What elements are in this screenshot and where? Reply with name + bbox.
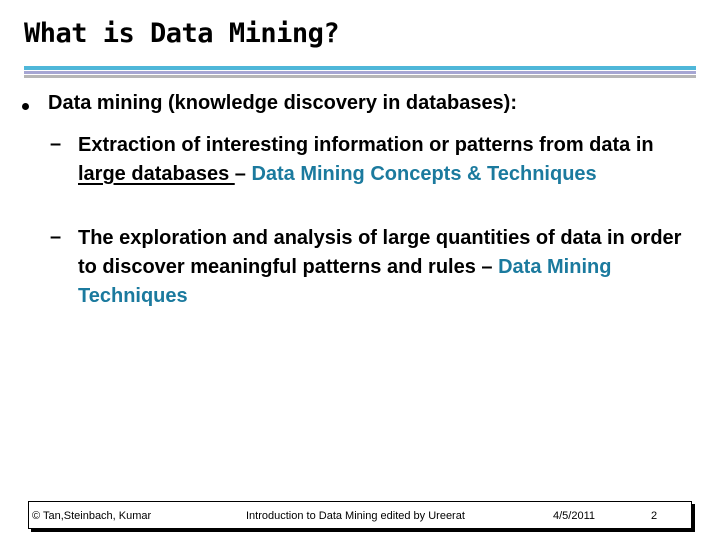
sub-item-dash: –: [50, 226, 62, 248]
footer-page-number: 2: [651, 510, 658, 522]
slide-title: What is Data Mining?: [24, 18, 340, 49]
main-bullet-text: Data mining (knowledge discovery in databases):: [48, 92, 518, 114]
reference-separator: –: [481, 256, 499, 278]
sub-item-dash: –: [50, 133, 62, 155]
reference-source: Data Mining Techniques: [78, 256, 612, 307]
bullet-dot-icon: [22, 103, 29, 110]
reference-source: Data Mining Concepts & Techniques: [251, 163, 597, 185]
sub-item-extraction: [78, 131, 698, 189]
slide-footer: [28, 501, 692, 529]
reference-separator: –: [234, 163, 252, 185]
footer-date: 4/5/2011: [553, 510, 596, 522]
sub-item-text: Extraction of interesting information or patterns from data in: [78, 134, 654, 156]
sub-item-text: The exploration and analysis of large quantities of data in order to discover meaningful patterns and rules: [78, 227, 682, 278]
sub-item-exploration: [78, 224, 698, 311]
underlined-phrase: large databases: [78, 163, 235, 185]
footer-course-title: Introduction to Data Mining edited by Ureerat: [246, 510, 465, 522]
footer-copyright: © Tan,Steinbach, Kumar: [32, 510, 152, 522]
